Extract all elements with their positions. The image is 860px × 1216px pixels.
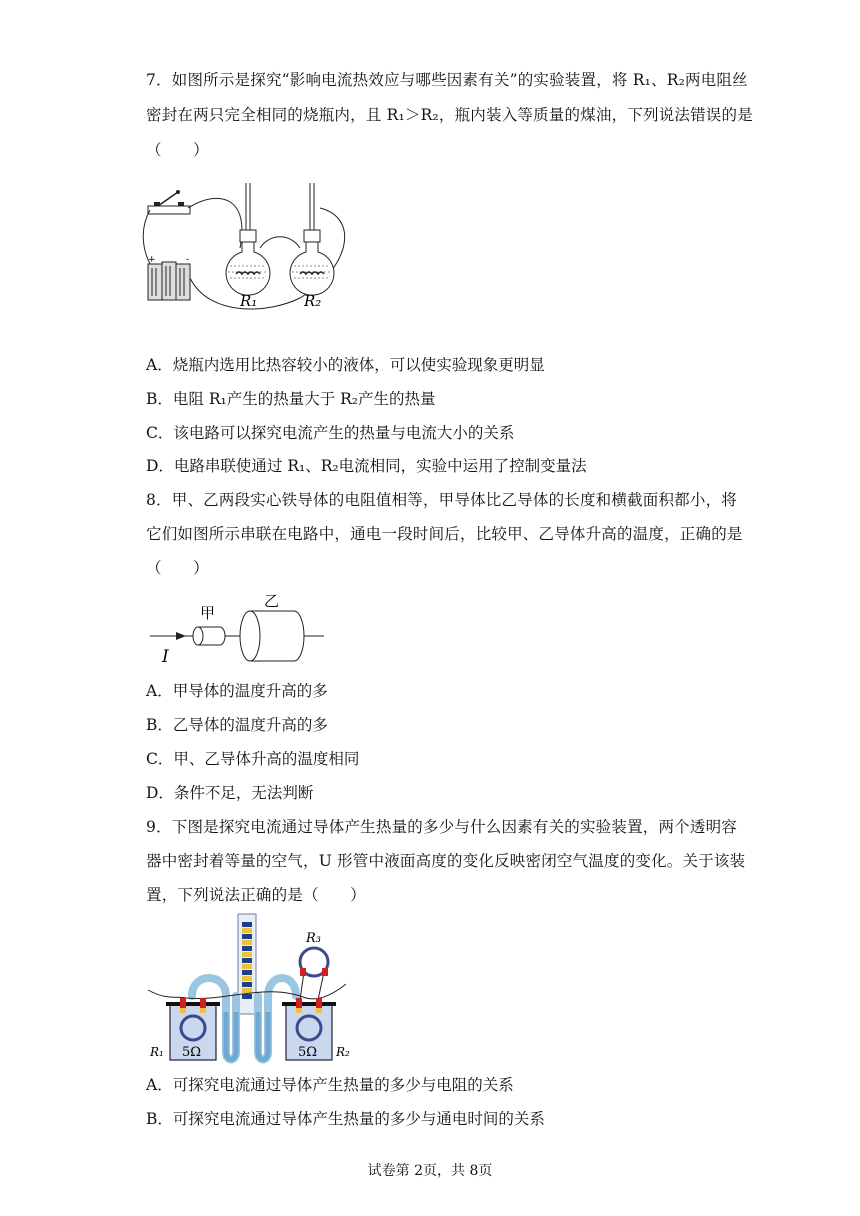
q9-apparatus-figure: [146, 912, 352, 1064]
q9-stem-line2: 器中密封着等量的空气，U 形管中液面高度的变化反映密闭空气温度的变化。关于该装: [146, 852, 746, 870]
q8-option-c[interactable]: C．甲、乙导体升高的温度相同: [146, 750, 360, 768]
page-footer: 试卷第 2页，共 8页: [367, 1163, 493, 1179]
q9-stem-line1: 9．下图是探究电流通过导体产生热量的多少与什么因素有关的实验装置，两个透明容: [146, 818, 737, 836]
q7-label-r2: R₂: [304, 292, 322, 310]
q8-option-d[interactable]: D．条件不足，无法判断: [146, 784, 314, 802]
q9-label-r3: R₃: [306, 931, 321, 946]
q7-stem-line1: 7．如图所示是探究“影响电流热效应与哪些因素有关”的实验装置，将 R₁、R₂两电阻丝: [146, 71, 748, 89]
q8-option-b[interactable]: B．乙导体的温度升高的多: [146, 716, 328, 734]
q8-label-current: I: [162, 647, 169, 667]
svg-text:+: +: [148, 255, 156, 265]
q9-label-5ohm-left: 5Ω: [182, 1045, 202, 1060]
q8-stem-line2: 它们如图所示串联在电路中，通电一段时间后，比较甲、乙导体升高的温度，正确的是: [146, 525, 743, 543]
q8-label-yi: 乙: [264, 592, 280, 610]
q9-label-r2: R₂: [336, 1045, 350, 1059]
q8-answer-bracket: （ ）: [146, 559, 209, 577]
q9-option-a[interactable]: A．可探究电流通过导体产生热量的多少与电阻的关系: [146, 1076, 514, 1094]
q9-label-r1: R₁: [150, 1045, 164, 1059]
q8-stem-line1: 8．甲、乙两段实心铁导体的电阻值相等，甲导体比乙导体的长度和横截面积都小，将: [146, 491, 737, 509]
q9-label-5ohm-right: 5Ω: [298, 1045, 318, 1060]
q7-option-b[interactable]: B．电阻 R₁产生的热量大于 R₂产生的热量: [146, 390, 436, 408]
q7-label-r1: R₁: [240, 292, 258, 310]
q7-answer-bracket: （ ）: [146, 141, 209, 159]
q8-label-jia: 甲: [200, 604, 216, 622]
q8-conductor-figure: [146, 592, 336, 668]
q7-stem-line2: 密封在两只完全相同的烧瓶内，且 R₁＞R₂，瓶内装入等质量的煤油，下列说法错误的是: [146, 106, 753, 124]
q7-option-a[interactable]: A．烧瓶内选用比热容较小的液体，可以使实验现象更明显: [146, 356, 545, 374]
svg-text:-: -: [186, 255, 190, 265]
q7-option-c[interactable]: C．该电路可以探究电流产生的热量与电流大小的关系: [146, 424, 515, 442]
q9-stem-line3: 置，下列说法正确的是（ ）: [146, 886, 366, 904]
q7-circuit-figure: [140, 178, 350, 318]
q7-option-d[interactable]: D．电路串联使通过 R₁、R₂电流相同，实验中运用了控制变量法: [146, 457, 587, 475]
q8-option-a[interactable]: A．甲导体的温度升高的多: [146, 682, 328, 700]
q9-option-b[interactable]: B．可探究电流通过导体产生热量的多少与通电时间的关系: [146, 1110, 545, 1128]
